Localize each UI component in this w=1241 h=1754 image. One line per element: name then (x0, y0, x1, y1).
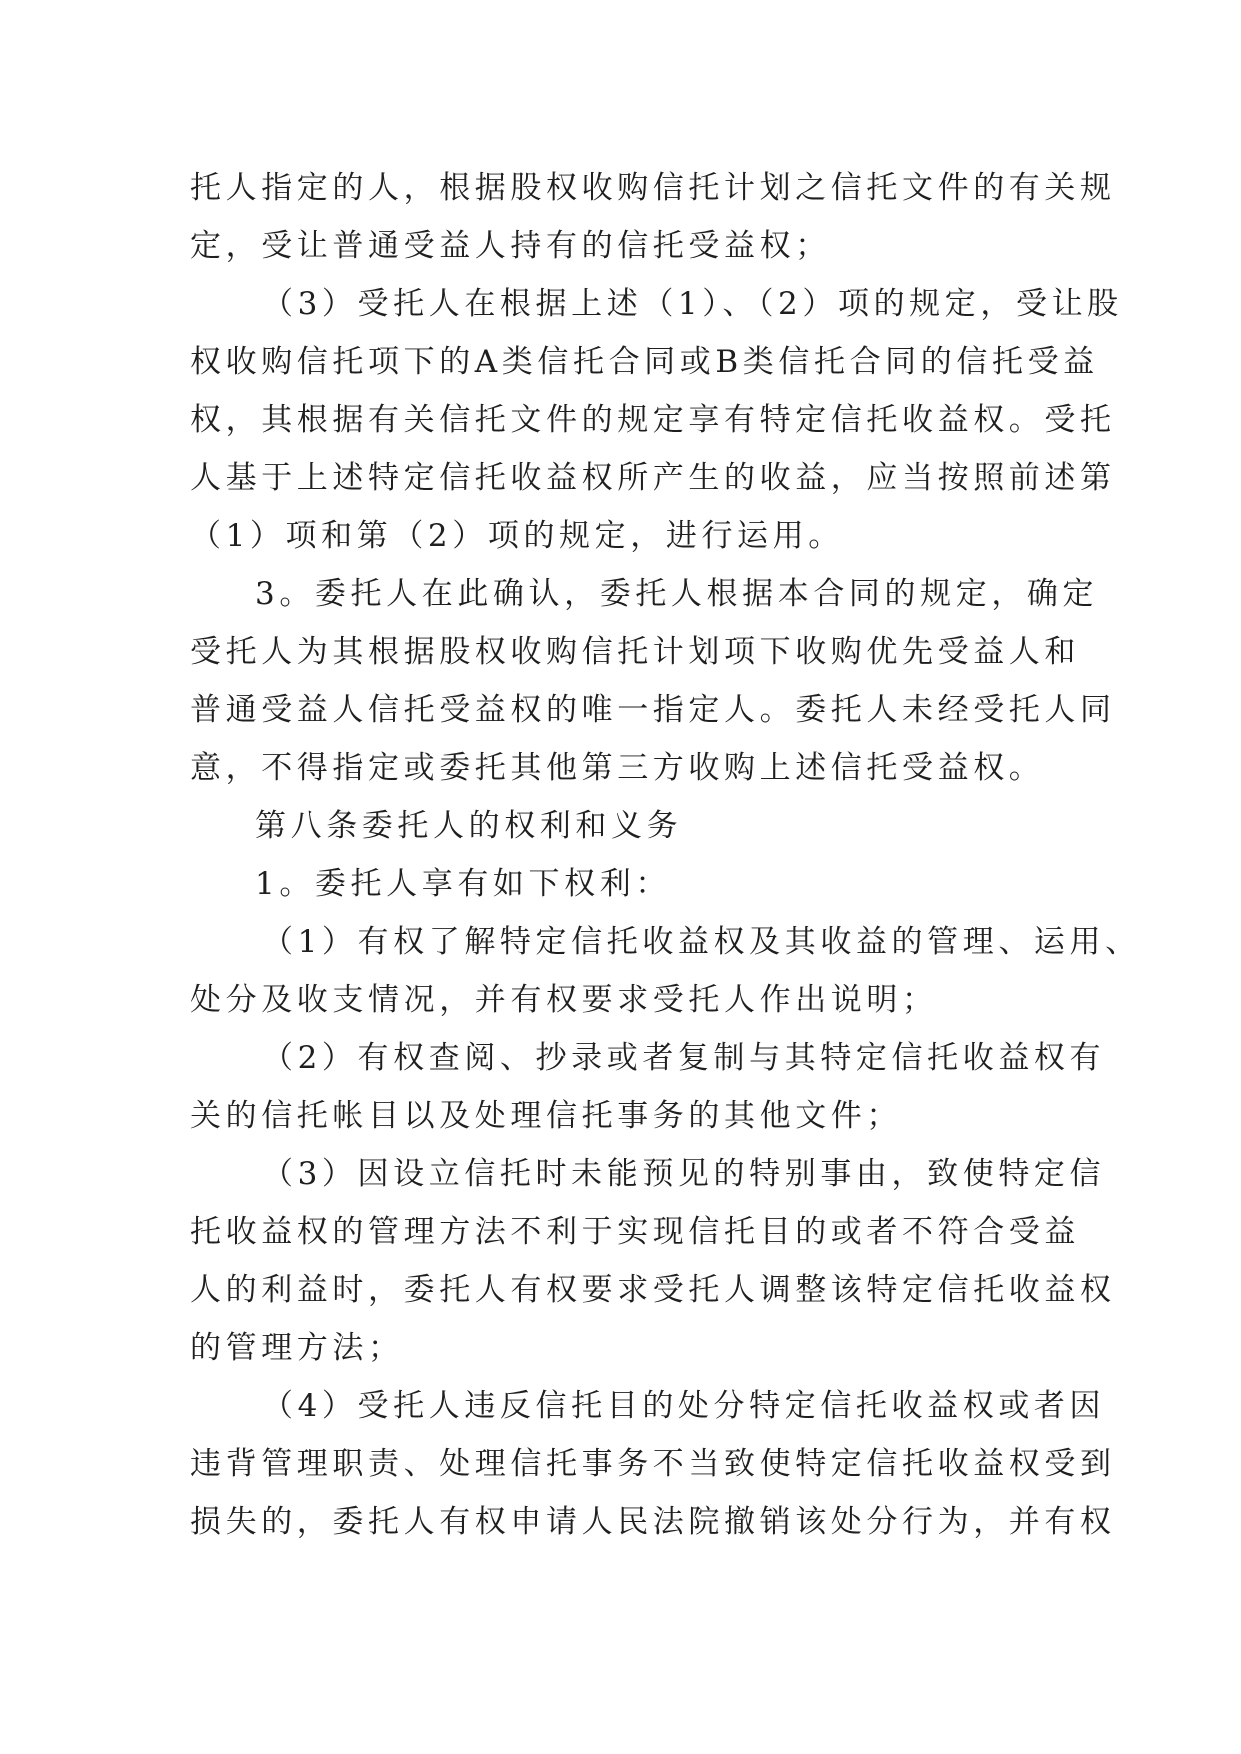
text-line: （1）有权了解特定信托收益权及其收益的管理、运用、 (262, 924, 1141, 960)
text-line: （4）受托人违反信托目的处分特定信托收益权或者因 (262, 1388, 1106, 1424)
text-line: 处分及收支情况，并有权要求受托人作出说明； (190, 982, 938, 1018)
text-line: 托收益权的管理方法不利于实现信托目的或者不符合受益 (190, 1214, 1080, 1250)
text-line: 的管理方法； (190, 1330, 404, 1366)
text-line: 3。委托人在此确认，委托人根据本合同的规定，确定 (255, 576, 1099, 612)
text-line: 人基于上述特定信托收益权所产生的收益，应当按照前述第 (190, 460, 1116, 496)
text-line: （1）项和第（2）项的规定，进行运用。 (190, 518, 844, 554)
text-line: 受托人为其根据股权收购信托计划项下收购优先受益人和 (190, 634, 1080, 670)
text-line: （3）受托人在根据上述（1）、（2）项的规定，受让股 (262, 286, 1123, 322)
text-line: 违背管理职责、处理信托事务不当致使特定信托收益权受到 (190, 1446, 1116, 1482)
text-line: 权，其根据有关信托文件的规定享有特定信托收益权。受托 (190, 402, 1116, 438)
text-line: （2）有权查阅、抄录或者复制与其特定信托收益权有 (262, 1040, 1106, 1076)
text-line: （3）因设立信托时未能预见的特别事由，致使特定信 (262, 1156, 1106, 1192)
text-line: 权收购信托项下的A类信托合同或B类信托合同的信托受益 (190, 344, 1099, 380)
text-line: 托人指定的人，根据股权收购信托计划之信托文件的有关规 (190, 170, 1116, 206)
text-line: 意，不得指定或委托其他第三方收购上述信托受益权。 (190, 750, 1045, 786)
text-line: 关的信托帐目以及处理信托事务的其他文件； (190, 1098, 902, 1134)
text-line: 1。委托人享有如下权利： (255, 866, 671, 902)
text-line: 人的利益时，委托人有权要求受托人调整该特定信托收益权 (190, 1272, 1116, 1308)
text-line: 定，受让普通受益人持有的信托受益权； (190, 228, 831, 264)
text-line: 普通受益人信托受益权的唯一指定人。委托人未经受托人同 (190, 692, 1116, 728)
text-line: 损失的，委托人有权申请人民法院撤销该处分行为，并有权 (190, 1504, 1116, 1540)
section-heading: 第八条委托人的权利和义务 (255, 808, 683, 844)
